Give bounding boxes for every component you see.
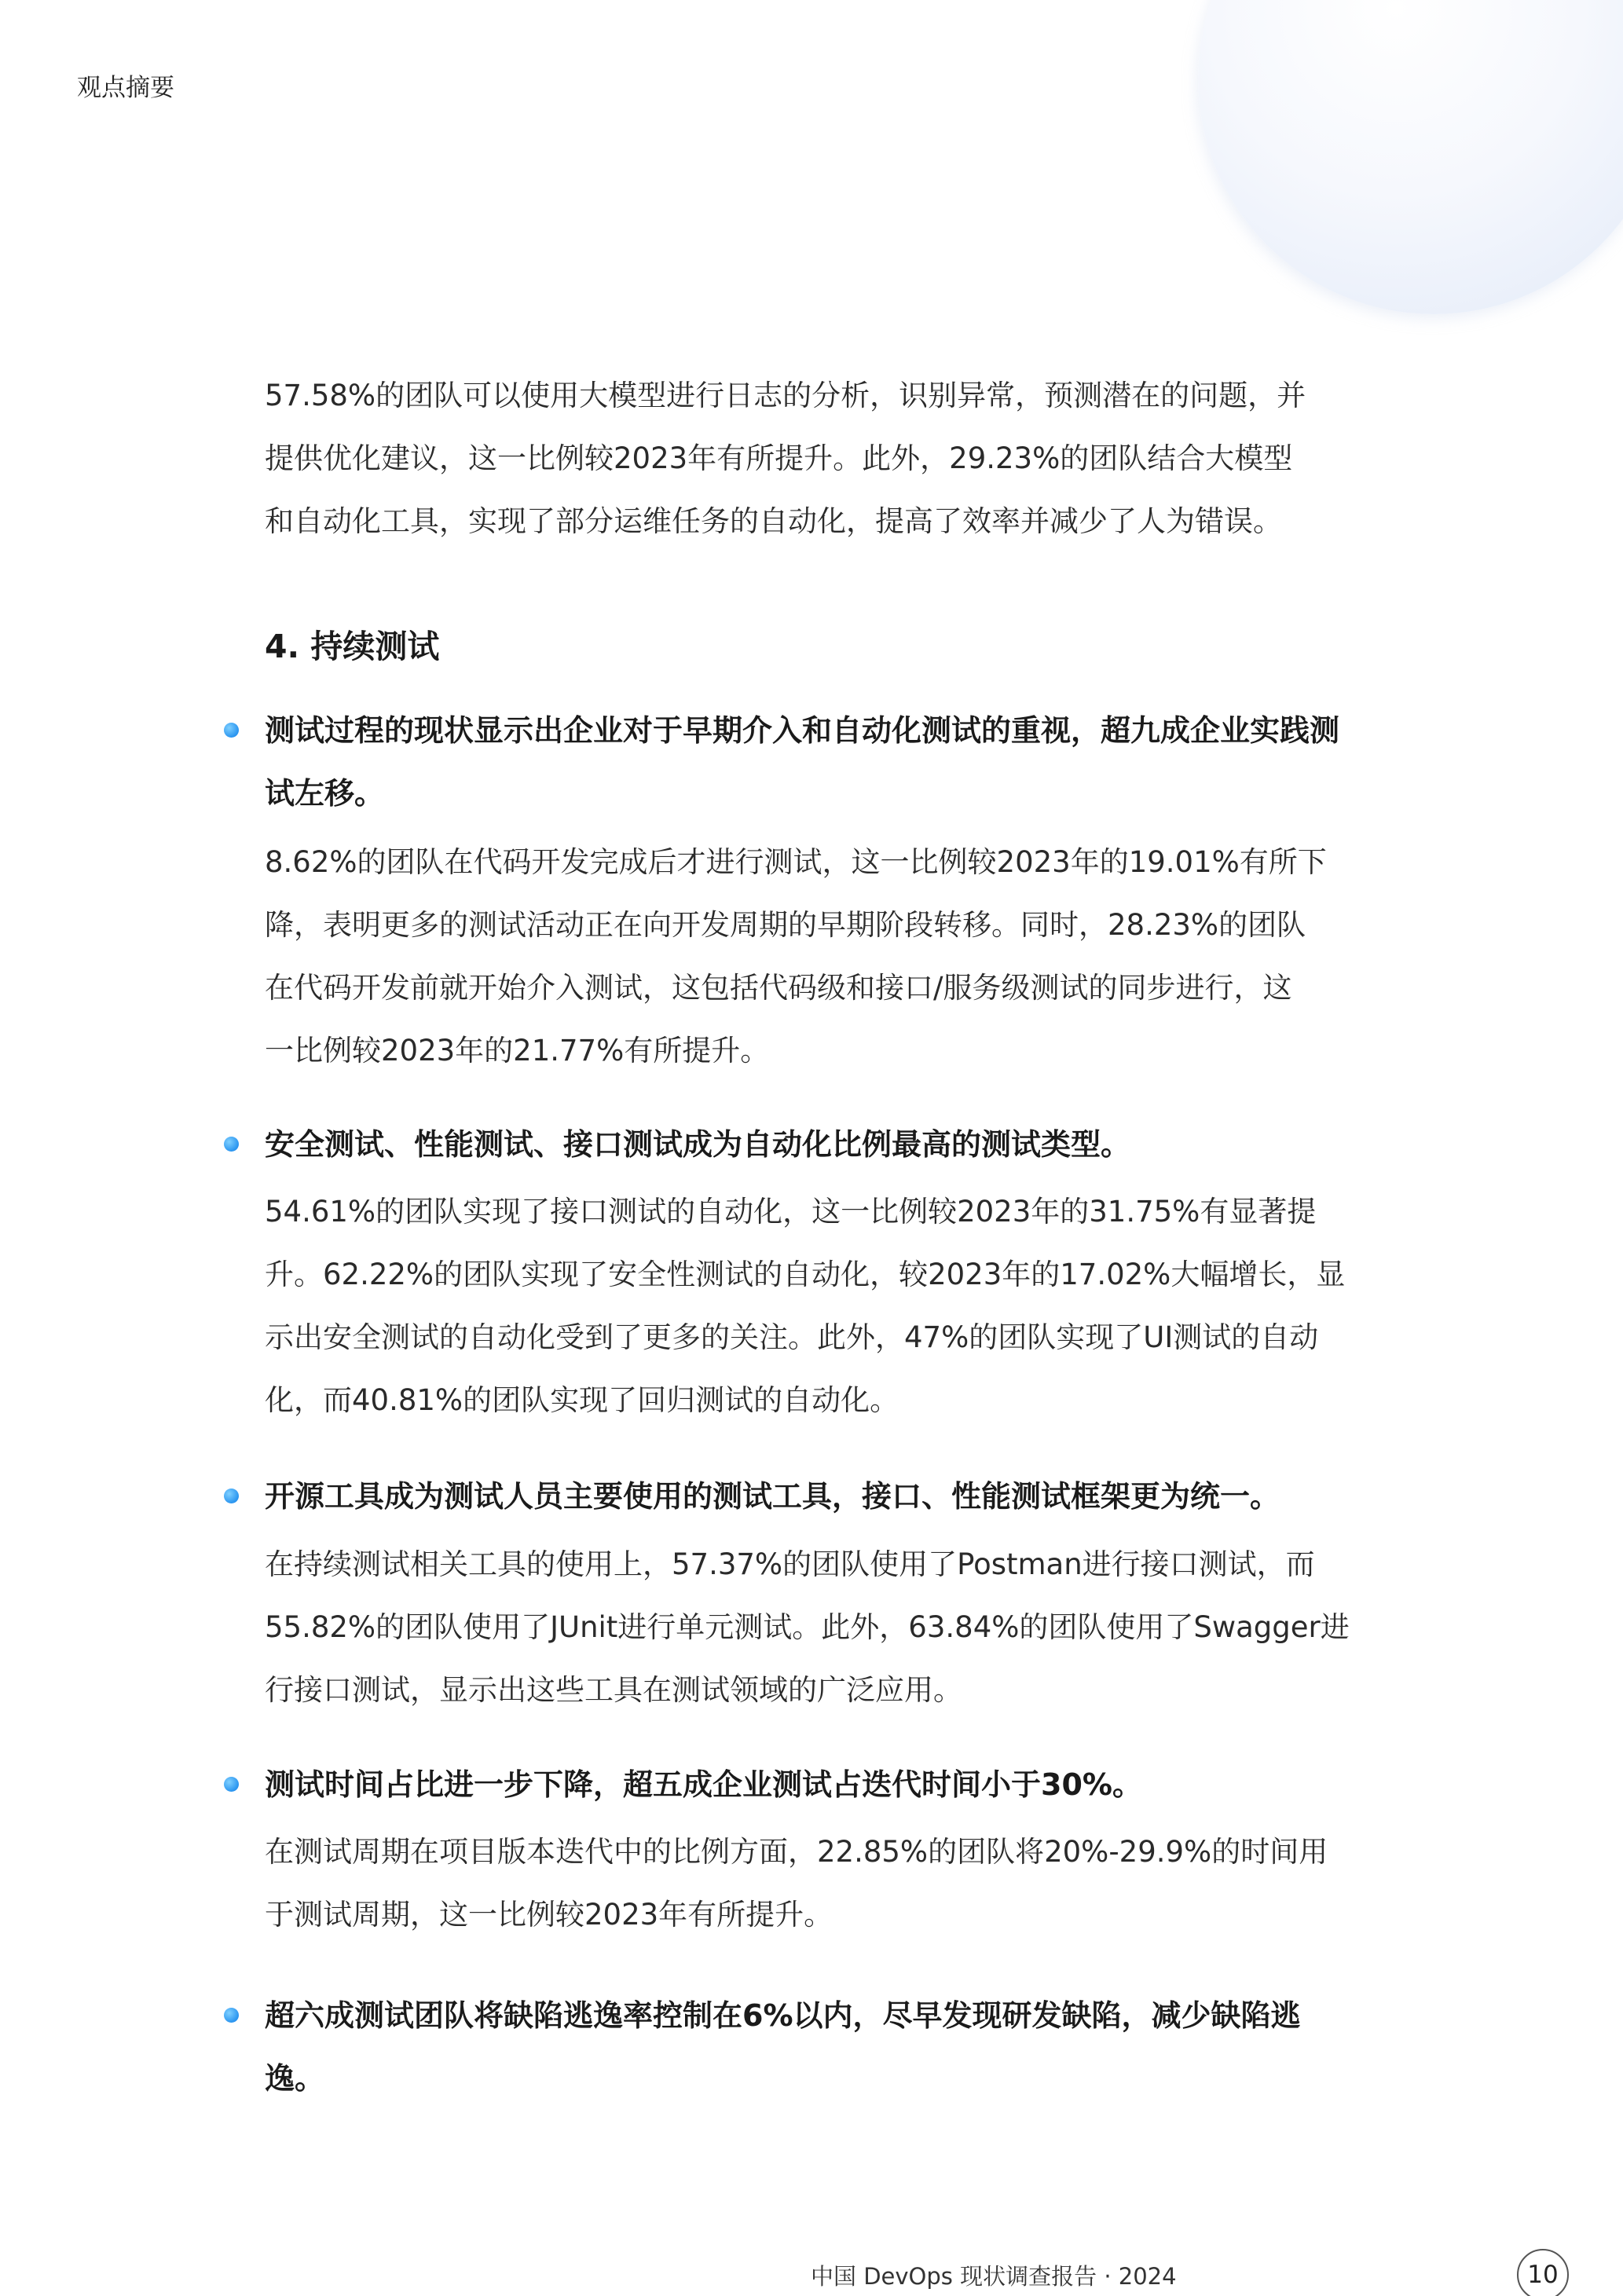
bullet-body-line: 在代码开发前就开始介入测试，这包括代码级和接口/服务级测试的同步进行，这 <box>265 971 1292 1005</box>
bullet-heading-line: 测试时间占比进一步下降，超五成企业测试占迭代时间小于30%。 <box>265 1767 1142 1802</box>
bullet-heading-line: 开源工具成为测试人员主要使用的测试工具，接口、性能测试框架更为统一。 <box>265 1479 1280 1514</box>
page-number: 10 <box>1517 2249 1569 2296</box>
bullet-body-line: 示出安全测试的自动化受到了更多的关注。此外，47%的团队实现了UI测试的自动 <box>265 1320 1319 1354</box>
bullet-body-line: 升。62.22%的团队实现了安全性测试的自动化，较2023年的17.02%大幅增长，显 <box>265 1258 1346 1291</box>
bullet-dot-icon <box>224 2008 239 2023</box>
bullet-body-line: 一比例较2023年的21.77%有所提升。 <box>265 1034 770 1067</box>
paragraph-line: 和自动化工具，实现了部分运维任务的自动化，提高了效率并减少了人为错误。 <box>265 504 1282 538</box>
bullet-heading-line: 超六成测试团队将缺陷逃逸率控制在6%以内，尽早发现研发缺陷，减少缺陷逃 <box>265 1998 1301 2033</box>
paragraph-line: 57.58%的团队可以使用大模型进行日志的分析，识别异常，预测潜在的问题，并 <box>265 379 1306 412</box>
bullet-body-line: 55.82%的团队使用了JUnit进行单元测试。此外，63.84%的团队使用了Swagger进 <box>265 1610 1350 1644</box>
bullet-dot-icon <box>224 1137 239 1152</box>
bullet-body-line: 在持续测试相关工具的使用上，57.37%的团队使用了Postman进行接口测试，而 <box>265 1547 1315 1581</box>
decorative-circle <box>1198 0 1623 314</box>
section-title: 4. 持续测试 <box>265 628 440 665</box>
header-label: 观点摘要 <box>77 74 174 102</box>
bullet-body-line: 8.62%的团队在代码开发完成后才进行测试，这一比例较2023年的19.01%有所下 <box>265 845 1327 879</box>
bullet-body-line: 在测试周期在项目版本迭代中的比例方面，22.85%的团队将20%-29.9%的时间用 <box>265 1835 1328 1869</box>
bullet-heading-line: 测试过程的现状显示出企业对于早期介入和自动化测试的重视，超九成企业实践测 <box>265 713 1340 748</box>
bullet-body-line: 54.61%的团队实现了接口测试的自动化，这一比例较2023年的31.75%有显著提 <box>265 1195 1317 1229</box>
bullet-body-line: 降，表明更多的测试活动正在向开发周期的早期阶段转移。同时，28.23%的团队 <box>265 908 1306 942</box>
bullet-heading-line: 试左移。 <box>265 776 385 811</box>
bullet-body-line: 于测试周期，这一比例较2023年有所提升。 <box>265 1898 833 1932</box>
bullet-body-line: 化，而40.81%的团队实现了回归测试的自动化。 <box>265 1383 899 1417</box>
bullet-heading-line: 逸。 <box>265 2061 325 2096</box>
bullet-dot-icon <box>224 1489 239 1503</box>
footer-report-title: 中国 DevOps 现状调查报告 · 2024 <box>811 2263 1177 2290</box>
bullet-body-line: 行接口测试，显示出这些工具在测试领域的广泛应用。 <box>265 1673 962 1707</box>
paragraph-line: 提供优化建议，这一比例较2023年有所提升。此外，29.23%的团队结合大模型 <box>265 441 1293 475</box>
bullet-heading-line: 安全测试、性能测试、接口测试成为自动化比例最高的测试类型。 <box>265 1127 1131 1162</box>
bullet-dot-icon <box>224 1777 239 1792</box>
bullet-dot-icon <box>224 723 239 738</box>
